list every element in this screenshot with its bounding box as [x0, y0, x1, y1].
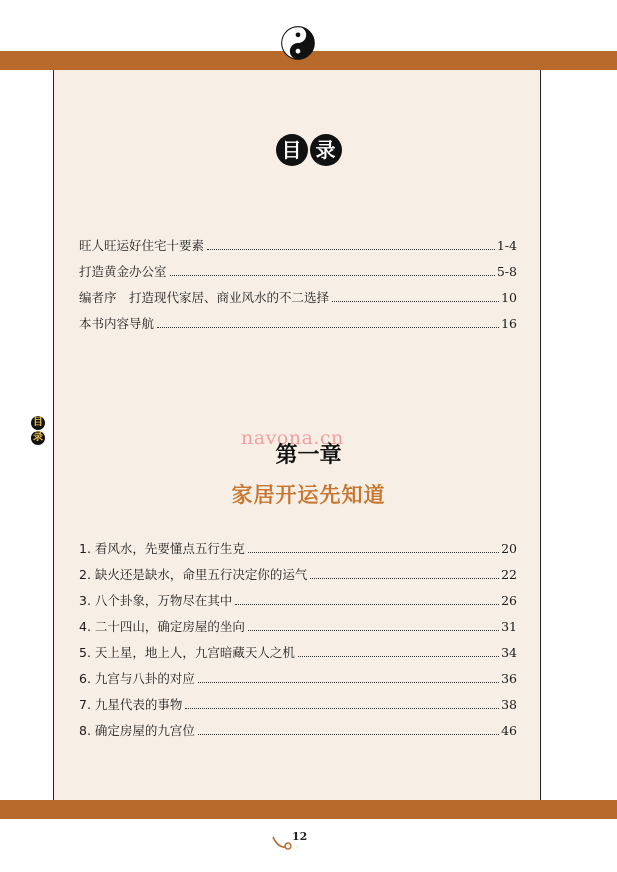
toc-entry-page: 38: [501, 697, 517, 712]
toc-entry[interactable]: [79, 262, 517, 288]
title-char: 目: [276, 134, 308, 166]
toc-entry[interactable]: [79, 288, 517, 314]
toc-entry-page: 26: [501, 593, 517, 608]
toc-entry-page: 46: [501, 723, 517, 738]
dot-leader: [310, 578, 499, 579]
dot-leader: [198, 682, 499, 683]
toc-entry[interactable]: [79, 721, 517, 747]
dot-leader: [185, 708, 499, 709]
toc-entry-title: 2. 缺火还是缺水，命里五行决定你的运气: [79, 567, 308, 582]
toc-entry-title: 旺人旺运好住宅十要素: [79, 238, 205, 253]
dot-leader: [298, 656, 499, 657]
toc-entry-page: 20: [501, 541, 517, 556]
toc-entry-page: 31: [501, 619, 517, 634]
chapter-title: 家居开运先知道: [231, 483, 386, 507]
watermark: navona.cn: [241, 427, 344, 449]
toc-entry-title: 8. 确定房屋的九宫位: [79, 723, 195, 738]
toc-entry-page: 22: [501, 567, 517, 582]
title-char: 录: [310, 134, 342, 166]
toc-entry-title: 7. 九星代表的事物: [79, 697, 183, 712]
toc-entry[interactable]: [79, 617, 517, 643]
toc-entry-title: 5. 天上星，地上人，九宫暗藏天人之机: [79, 645, 295, 660]
toc-entry[interactable]: [79, 314, 517, 340]
toc-entry[interactable]: [79, 695, 517, 721]
page-number: 12: [292, 830, 308, 843]
toc-entry-page: 1-4: [496, 238, 517, 253]
chapter-toc: [79, 539, 517, 747]
dot-leader: [248, 630, 499, 631]
toc-entry-page: 16: [501, 316, 517, 331]
toc-entry[interactable]: [79, 669, 517, 695]
toc-entry-page: 36: [501, 671, 517, 686]
toc-entry-page: 5-8: [496, 264, 517, 279]
side-tab-char: 录: [33, 432, 43, 443]
toc-entry-title: 打造黄金办公室: [79, 264, 167, 279]
bottom-band: [0, 800, 617, 819]
toc-entry-title: 编者序 打造现代家居、商业风水的不二选择: [79, 290, 330, 305]
toc-entry-title: 4. 二十四山，确定房屋的坐向: [79, 619, 245, 634]
page-title: [0, 134, 617, 166]
toc-entry[interactable]: [79, 236, 517, 262]
toc-entry-page: 34: [501, 645, 517, 660]
dot-leader: [332, 301, 499, 302]
toc-entry-title: 3. 八个卦象，万物尽在其中: [79, 593, 233, 608]
toc-entry[interactable]: [79, 565, 517, 591]
dot-leader: [207, 249, 495, 250]
toc-entry-title: 本书内容导航: [79, 316, 155, 331]
front-matter-toc: [79, 236, 517, 340]
gourd-ornament-icon: [272, 834, 294, 852]
toc-entry-title: 1. 看风水，先要懂点五行生克: [79, 541, 245, 556]
dot-leader: [248, 552, 499, 553]
toc-entry[interactable]: [79, 591, 517, 617]
toc-entry[interactable]: [79, 643, 517, 669]
yin-yang-icon: [281, 26, 315, 60]
dot-leader: [235, 604, 499, 605]
chapter-number: 第一章: [275, 442, 342, 468]
dot-leader: [170, 275, 495, 276]
toc-entry-page: 10: [501, 290, 517, 305]
dot-leader: [157, 327, 499, 328]
toc-entry-title: 6. 九宫与八卦的对应: [79, 671, 195, 686]
dot-leader: [198, 734, 499, 735]
toc-entry[interactable]: [79, 539, 517, 565]
side-tab-char: 目: [33, 417, 43, 428]
